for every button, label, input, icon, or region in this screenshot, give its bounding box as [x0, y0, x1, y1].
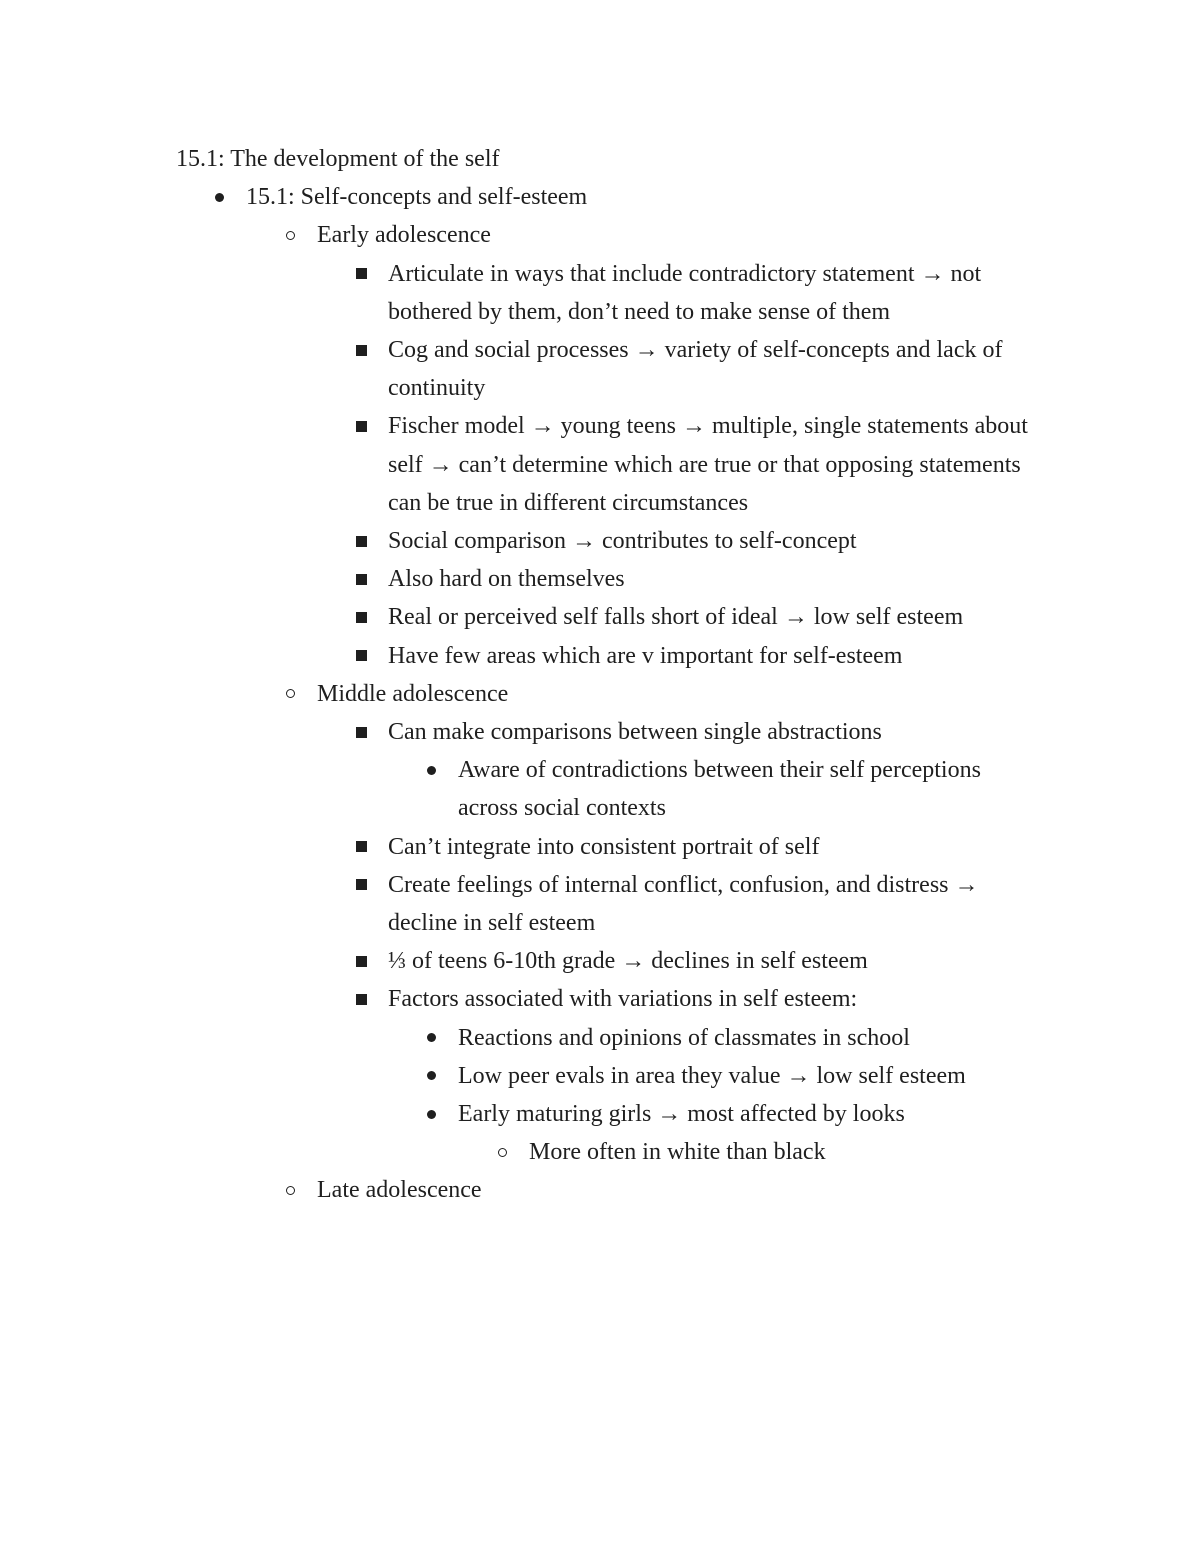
list-item-text: Have few areas which are v important for self-esteem: [388, 642, 903, 669]
list-item: [176, 637, 1036, 675]
outline-level-3: [176, 713, 1036, 1171]
list-item: [176, 1133, 1036, 1171]
bullet-square-icon: [351, 942, 371, 980]
list-item-text: Factors associated with variations in self esteem:: [388, 986, 858, 1013]
section-heading: 15.1: Self-concepts and self-esteem: [246, 184, 588, 211]
subsection-label: Early adolescence: [317, 222, 491, 249]
list-item: [176, 1057, 1036, 1095]
bullet-square-icon: [351, 255, 371, 293]
list-item-text: More often in white than black: [529, 1139, 826, 1166]
list-item: [176, 255, 1036, 331]
outline-level-3: [176, 255, 1036, 675]
bullet-square-icon: [351, 828, 371, 866]
list-item: [176, 866, 1036, 942]
list-item: [176, 331, 1036, 407]
list-item-text: Articulate in ways that include contradictory statement → not bothered by them, don’t need to make sense of them: [388, 260, 982, 325]
bullet-square-icon: [351, 522, 371, 560]
bullet-circle-icon: [280, 1171, 300, 1209]
outline-level-4: [176, 751, 1036, 827]
bullet-disc-icon: [421, 1057, 441, 1095]
list-item: [176, 407, 1036, 522]
list-item: [176, 675, 1036, 1172]
bullet-square-icon: [351, 980, 371, 1018]
list-item: [176, 942, 1036, 980]
bullet-disc-icon: [421, 751, 441, 789]
list-item-text: Can’t integrate into consistent portrait of self: [388, 833, 820, 860]
bullet-disc-icon: [209, 178, 229, 216]
list-item: [176, 522, 1036, 560]
list-item-text: Fischer model → young teens → multiple, single statements about self → can’t determine which are true or that opposing statements can be true in different circumstances: [388, 413, 1028, 516]
subsection-label: Middle adolescence: [317, 680, 509, 707]
bullet-square-icon: [351, 598, 371, 636]
list-item: [176, 178, 1036, 1209]
notes-content: [176, 140, 1036, 1210]
list-item-text: Aware of contradictions between their self perceptions across social contexts: [458, 757, 981, 822]
outline-level-5: [176, 1133, 1036, 1171]
list-item-text: Real or perceived self falls short of ideal → low self esteem: [388, 604, 964, 631]
list-item: [176, 1019, 1036, 1057]
bullet-square-icon: [351, 331, 371, 369]
list-item: [176, 751, 1036, 827]
bullet-square-icon: [351, 407, 371, 445]
bullet-square-icon: [351, 866, 371, 904]
bullet-square-icon: [351, 713, 371, 751]
list-item-text: Low peer evals in area they value → low self esteem: [458, 1062, 966, 1089]
outline-level-1: [176, 178, 1036, 1209]
outline-level-4: [176, 1019, 1036, 1172]
list-item-text: Reactions and opinions of classmates in school: [458, 1024, 910, 1051]
bullet-square-icon: [351, 637, 371, 675]
bullet-disc-icon: [421, 1019, 441, 1057]
bullet-circle-icon: [280, 675, 300, 713]
list-item: [176, 1095, 1036, 1171]
bullet-circle-icon: [492, 1133, 512, 1171]
list-item-text: Social comparison → contributes to self-concept: [388, 528, 857, 555]
bullet-disc-icon: [421, 1095, 441, 1133]
list-item-text: Create feelings of internal conflict, confusion, and distress → decline in self esteem: [388, 871, 979, 937]
list-item-text: Can make comparisons between single abstractions: [388, 719, 882, 746]
outline-level-2: [176, 216, 1036, 1209]
list-item: [176, 980, 1036, 1171]
list-item-text: Early maturing girls → most affected by looks: [458, 1101, 905, 1128]
subsection-label: Late adolescence: [317, 1177, 482, 1204]
list-item: [176, 713, 1036, 828]
list-item: [176, 598, 1036, 636]
bullet-circle-icon: [280, 216, 300, 254]
list-item-text: ⅓ of teens 6-10th grade → declines in self esteem: [388, 948, 868, 975]
bullet-square-icon: [351, 560, 371, 598]
list-item-text: Cog and social processes → variety of self-concepts and lack of continuity: [388, 337, 1003, 402]
list-item-text: Also hard on themselves: [388, 566, 625, 593]
list-item: [176, 1171, 1036, 1209]
list-item: [176, 216, 1036, 674]
page-title: 15.1: The development of the self: [176, 146, 500, 172]
list-item: [176, 560, 1036, 598]
list-item: [176, 828, 1036, 866]
